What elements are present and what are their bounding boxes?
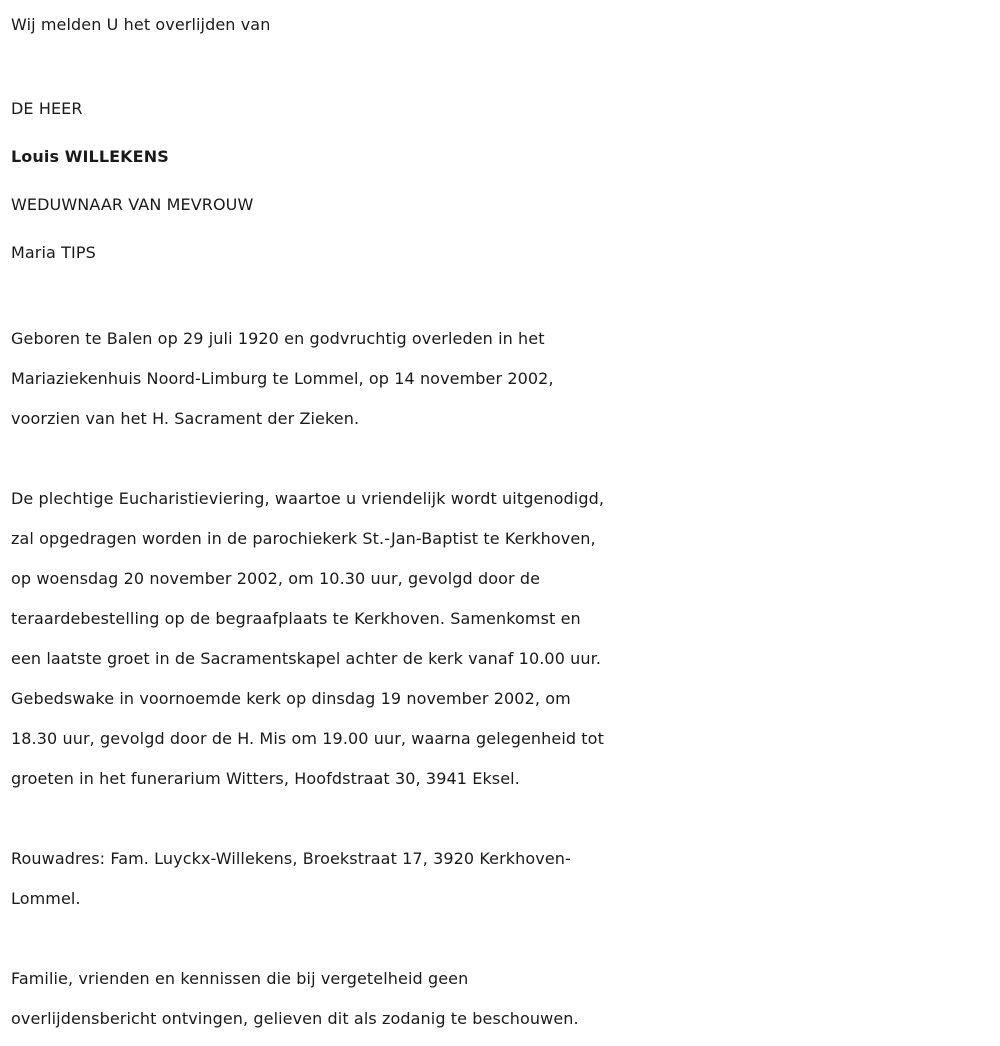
closing-paragraph: [11, 959, 996, 1039]
paragraph-line: op woensdag 20 november 2002, om 10.30 uur, gevolgd door de: [11, 569, 541, 588]
paragraph-line: voorzien van het H. Sacrament der Zieken.: [11, 409, 360, 428]
deceased-block: [11, 85, 996, 277]
paragraph-line: Mariaziekenhuis Noord-Limburg te Lommel, op 14 november 2002,: [11, 369, 554, 388]
deceased-relation: WEDUWNAAR VAN MEVROUW: [11, 195, 254, 214]
intro-block: [11, 5, 996, 45]
paragraph-line: overlijdensbericht ontvingen, gelieven dit als zodanig te beschouwen.: [11, 1009, 579, 1028]
paragraph-line: Familie, vrienden en kennissen die bij vergetelheid geen: [11, 969, 469, 988]
deceased-name: Louis WILLEKENS: [11, 147, 169, 166]
paragraph-line: Lommel.: [11, 889, 81, 908]
paragraph-line: 18.30 uur, gevolgd door de H. Mis om 19.00 uur, waarna gelegenheid tot: [11, 729, 604, 748]
paragraph-line: teraardebestelling op de begraafplaats te Kerkhoven. Samenkomst en: [11, 609, 581, 628]
funeral-paragraph: [11, 479, 996, 799]
paragraph-line: De plechtige Eucharistieviering, waartoe u vriendelijk wordt uitgenodigd,: [11, 489, 605, 508]
paragraph-line: een laatste groet in de Sacramentskapel achter de kerk vanaf 10.00 uur.: [11, 649, 602, 668]
paragraph-line: zal opgedragen worden in de parochiekerk St.-Jan-Baptist te Kerkhoven,: [11, 529, 596, 548]
paragraph-line: groeten in het funerarium Witters, Hoofdstraat 30, 3941 Eksel.: [11, 769, 520, 788]
death-notice: [11, 0, 996, 1039]
intro-text: Wij melden U het overlijden van: [11, 15, 271, 34]
birth-death-paragraph: [11, 319, 996, 439]
spouse-name: Maria TIPS: [11, 243, 96, 262]
paragraph-line: Gebedswake in voornoemde kerk op dinsdag 19 november 2002, om: [11, 689, 571, 708]
deceased-title: DE HEER: [11, 99, 83, 118]
address-paragraph: [11, 839, 996, 919]
paragraph-line: Geboren te Balen op 29 juli 1920 en godvruchtig overleden in het: [11, 329, 545, 348]
paragraph-line: Rouwadres: Fam. Luyckx-Willekens, Broekstraat 17, 3920 Kerkhoven-: [11, 849, 571, 868]
